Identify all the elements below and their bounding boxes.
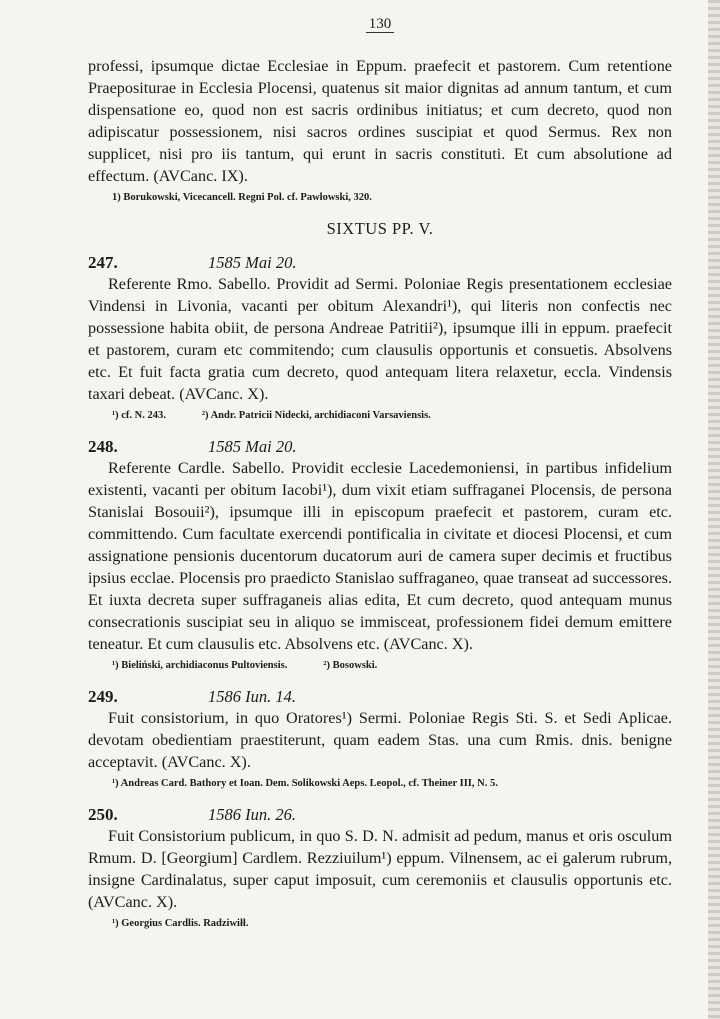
footnote: ¹) cf. N. 243. <box>112 410 166 421</box>
entry-header <box>88 437 672 457</box>
footnote: ¹) Andreas Card. Bathory et Ioan. Dem. Solikowski Aeps. Leopol., cf. Theiner III, N. 5. <box>112 778 498 789</box>
entry-text: Fuit Consistorium publicum, in quo S. D. N. admisit ad pedum, manus et oris osculum Rmum. D. [Georgium] Cardlem. Rezziuilum¹) eppum. Vilnensem, ac ei galerum rubrum, insigne Cardinalatus, super caput imposuit, cum ceremoniis et clausulis opportunis etc. (AVCanc. X). <box>88 827 672 911</box>
entry-date: 1586 Iun. 26. <box>208 805 296 824</box>
entry-text: Referente Cardle. Sabello. Providit ecclesie Lacedemoniensi, in partibus infidelium existenti, vacanti per obitum Iacobi¹), dum vixit etiam suffraganei Plocensis, de persona Stanislai Bosouii²), ipsumque illi in episcopum praefecit et pastorem, curam etc. committendo. Cum facultate exercendi pontificalia in civitate et diocesi Plocensi, et cum assignatione pensionis ducentorum ducatorum auri de camera super decimis et fructibus ipsius ecclae. Plocensis pro praedicto Stanislao suffraganeo, quae transeat ad successores. Et iuxta decreta super suffraganeis alias edita, Et cum decreto, quod antequam munus consecrationis suscipiat seu in aliquo se immisceat, professionem fidei demum emittere teneatur. Et cum clausulis etc. Absolvens etc. (AVCanc. X). <box>88 459 672 653</box>
entry-number: 249. <box>88 687 118 706</box>
intro-paragraph: professi, ipsumque dictae Ecclesiae in Eppum. praefecit et pastorem. Cum retentione Praepositurae in Ecclesia Plocensi, quatenus sit maior dignitas ad annum tantum, et cum dispensatione eo, quod non est sacris ordinibus initiatus; et cum decreto, quod non adipiscatur possessionem, nisi sacros ordines suscipiat et quod Sermus. Rex non supplicet, nisi pro iis tantum, qui erunt in sacris constituti. Et cum absolutione ad effectum. (AVCanc. IX). <box>88 57 672 185</box>
entry-header <box>88 253 672 273</box>
entry-text: Referente Rmo. Sabello. Providit ad Sermi. Poloniae Regis presentationem ecclesiae Vindensi in Livonia, vacanti per obitum Alexandri¹), qui literis non confectis nec possessione habita obiit, de persona Andreae Patritii²), ipsumque illi in eppum. praefecit et pastorem, curam etc commitendo; cum clausulis opportunis et consuetis. Absolvens etc. Et fuit facta gratia cum decreto, quod antequam litera relaxetur, eccla. Vindensis taxari debeat. (AVCanc. X). <box>88 275 672 403</box>
entry-footnotes <box>112 409 672 423</box>
entry-date: 1585 Mai 20. <box>208 437 297 456</box>
entry-number: 250. <box>88 805 118 824</box>
entry-number: 248. <box>88 437 118 456</box>
entry-date: 1585 Mai 20. <box>208 253 297 272</box>
page-binding-edge <box>708 0 720 1019</box>
footnote: ²) Andr. Patricii Nidecki, archidiaconi Varsaviensis. <box>201 410 431 421</box>
entry-header <box>88 687 672 707</box>
footnote: ¹) Georgius Cardlis. Radziwiłł. <box>112 918 249 929</box>
page-number: 130 <box>88 16 672 33</box>
entry-footnotes <box>112 777 672 791</box>
intro-footnote: 1) Borukowski, Vicecancell. Regni Pol. cf. Pawłowski, 320. <box>112 192 372 203</box>
entry-date: 1586 Iun. 14. <box>208 687 296 706</box>
entry-text: Fuit consistorium, in quo Oratores¹) Sermi. Poloniae Regis Sti. S. et Sedi Aplicae. devotam obedientiam praestiterunt, quam eadem Stas. una cum Rmis. dnis. benigne acceptavit. (AVCanc. X). <box>88 709 672 771</box>
section-title: SIXTUS PP. V. <box>326 219 434 238</box>
entry-footnotes <box>112 659 672 673</box>
entry-header <box>88 805 672 825</box>
footnote: ¹) Bieliński, archidiaconus Pultoviensis. <box>112 660 288 671</box>
footnote: ²) Bosowski. <box>323 660 378 671</box>
document-page <box>88 16 672 931</box>
entry-number: 247. <box>88 253 118 272</box>
entry-footnotes <box>112 917 672 931</box>
